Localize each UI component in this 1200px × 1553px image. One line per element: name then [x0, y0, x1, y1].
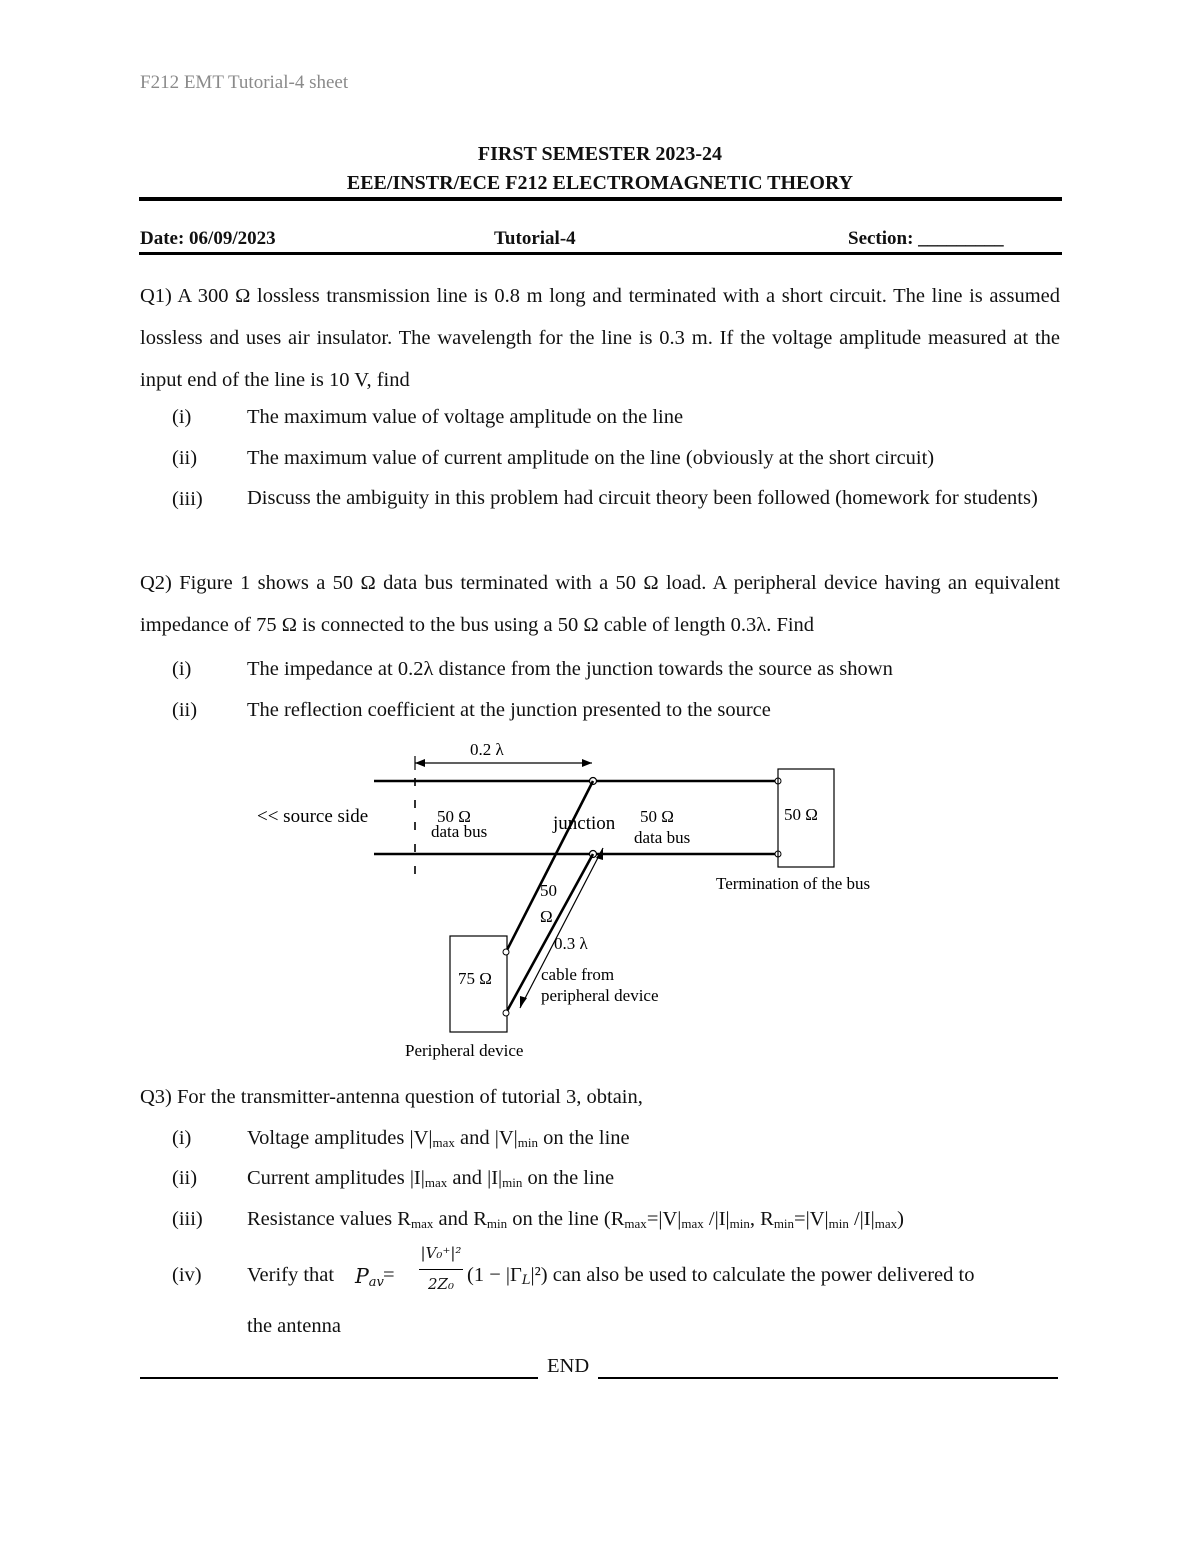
end-label: END — [547, 1355, 590, 1377]
date-field: Date: 06/09/2023 — [140, 228, 276, 249]
cable-line-1 — [506, 781, 593, 952]
device-node-bottom — [503, 1010, 509, 1016]
fraction-numerator: |V₀⁺|² — [420, 1244, 462, 1262]
right-bus-impedance: 50 Ω — [640, 807, 674, 826]
power-symbol: $P_{av}$ — [355, 1264, 384, 1290]
end-rule-left — [140, 1377, 538, 1379]
cable-length-arrow — [520, 848, 603, 1008]
junction-label: junction — [553, 813, 616, 834]
q3-intro: Q3) For the transmitter-antenna question of tutorial 3, obtain, — [140, 1086, 643, 1108]
q2-item-ii-text: The reflection coefficient at the junction presented to the source — [247, 699, 771, 721]
load-impedance-label: 50 Ω — [784, 805, 818, 824]
end-rule-right — [598, 1377, 1058, 1379]
iv-prefix: Verify that — [247, 1264, 335, 1286]
q3-item-ii-num: (ii) — [172, 1167, 198, 1189]
cable-arrow-head-bottom — [520, 996, 527, 1008]
source-side-label: << source side — [257, 806, 369, 827]
q3-item-iv-text — [247, 1244, 1060, 1304]
q1-item-iii-text: Discuss the ambiguity in this problem had circuit theory been followed (homework for students) — [247, 487, 1038, 509]
q3-item-iv-num: (iv) — [172, 1264, 202, 1286]
q2-item-i-text: The impedance at 0.2λ distance from the junction towards the source as shown — [247, 658, 893, 680]
q1-item-ii-num: (ii) — [172, 447, 198, 469]
termination-label: Termination of the bus — [716, 874, 871, 893]
q1-item-i-text: The maximum value of voltage amplitude on the line — [247, 406, 684, 428]
tutorial-number: Tutorial-4 — [494, 228, 576, 249]
cable-length-label: 0.3 λ — [554, 934, 588, 953]
meta-rule — [139, 252, 1062, 255]
q2-item-i-num: (i) — [172, 658, 192, 680]
q3-item-ii-text: Current amplitudes $|I|_{max}$ and $|I|_{min}$ on the line — [247, 1167, 615, 1190]
q3-item-iii-text: Resistance values $R_{max}$ and $R_{min}$ on the line ($R_{max}=|V|_{max}$ $/|I|_{min}$, $R_{min}=|V|_{min}$ $/|I|_{max}$) — [247, 1208, 904, 1231]
distance-label: 0.2 λ — [470, 740, 504, 759]
q1-item-iii-num: (iii) — [172, 488, 203, 510]
semester-title: FIRST SEMESTER 2023-24 — [477, 143, 723, 165]
cable-from-label: cable from — [541, 965, 615, 984]
q3-item-i-num: (i) — [172, 1127, 192, 1149]
header-note: F212 EMT Tutorial-4 sheet — [140, 72, 349, 93]
distance-arrow-head-left — [415, 759, 425, 767]
equals-sign: = — [383, 1264, 395, 1286]
cable-impedance-value: 50 — [540, 881, 557, 900]
left-bus-label: data bus — [431, 822, 488, 841]
q1-item-i-num: (i) — [172, 406, 192, 428]
cable-impedance-unit: Ω — [540, 907, 553, 926]
device-node-top — [503, 949, 509, 955]
q3-item-iv-continuation: the antenna — [247, 1315, 341, 1337]
peripheral-device-label: Peripheral device — [405, 1041, 524, 1060]
fraction-denominator: 2Z₀ — [428, 1275, 454, 1293]
section-field: Section: _________ — [848, 228, 1004, 249]
figure-1-diagram — [0, 730, 1200, 1070]
distance-arrow-head-right — [582, 759, 592, 767]
q3-item-i-text: Voltage amplitudes $|V|_{max}$ and $|V|_{min}$ on the line — [247, 1127, 630, 1150]
fraction-bar — [419, 1269, 463, 1270]
device-impedance-label: 75 Ω — [458, 969, 492, 988]
q1-item-ii-text: The maximum value of current amplitude on the line (obviously at the short circuit) — [247, 447, 935, 469]
title-rule — [139, 197, 1062, 201]
right-bus-label: data bus — [634, 828, 691, 847]
q1-intro: Q1) A 300 Ω lossless transmission line is 0.8 m long and terminated with a short circuit. The line is assumed lossless and uses air insulator. The wavelength for the line is 0.3 m. If the voltage amplitude measured at the input end of the line is 10 V, find — [140, 285, 1060, 391]
q2-intro: Q2) Figure 1 shows a 50 Ω data bus terminated with a 50 Ω load. A peripheral device having an equivalent impedance of 75 Ω is connected to the bus using a 50 Ω cable of length 0.3λ. Find — [140, 572, 1060, 636]
left-bus-impedance: 50 Ω — [437, 807, 471, 826]
q3-item-iii-num: (iii) — [172, 1208, 203, 1230]
q2-item-ii-num: (ii) — [172, 699, 198, 721]
reflection-term: $(1 - |\Gamma_L|^2)$ can also be used to calculate the power delivered to — [467, 1264, 975, 1288]
cable-device-label: peripheral device — [541, 986, 659, 1005]
course-title: EEE/INSTR/ECE F212 ELECTROMAGNETIC THEORY — [346, 172, 854, 194]
